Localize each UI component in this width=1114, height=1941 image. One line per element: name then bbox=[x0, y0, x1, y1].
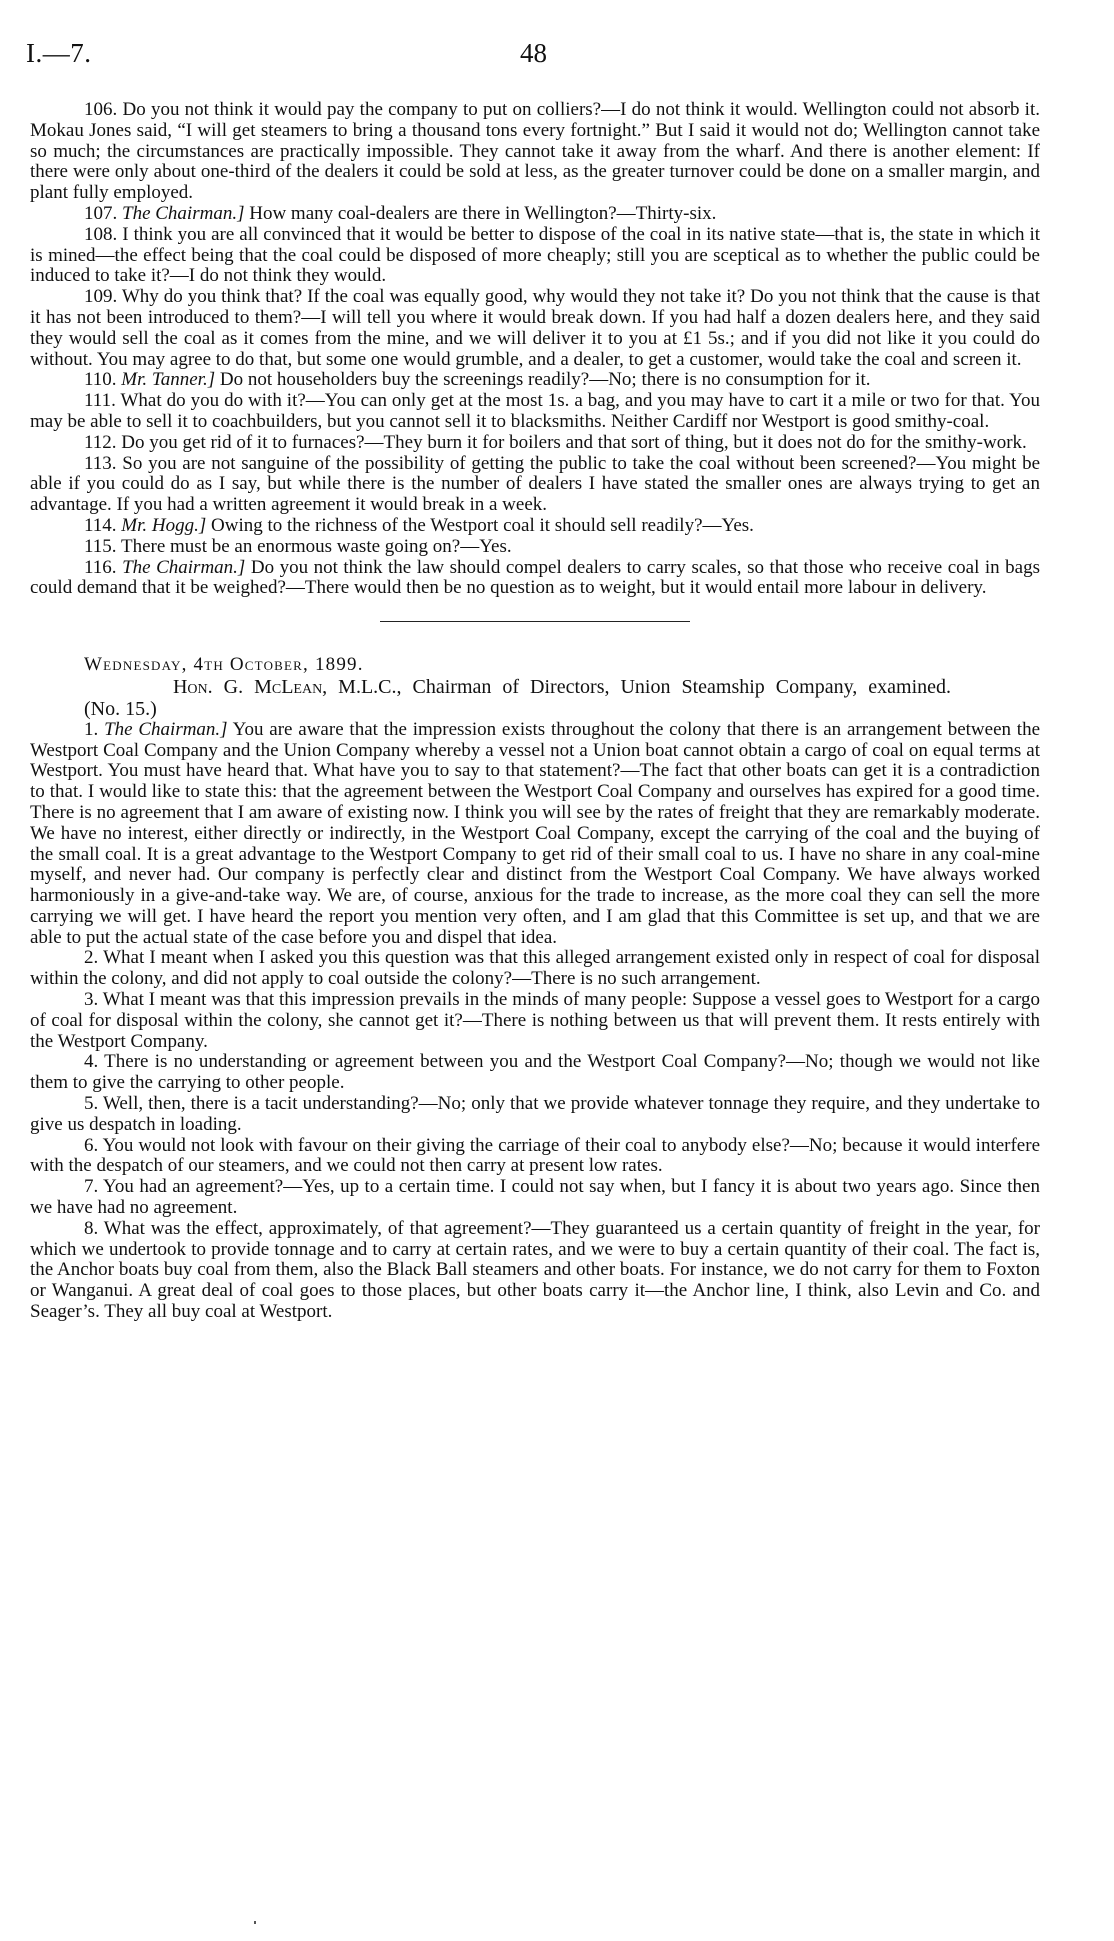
question-paragraph bbox=[30, 225, 1040, 287]
question-number: 4. bbox=[84, 1051, 99, 1073]
question-paragraph bbox=[30, 516, 1040, 537]
question-number: 2. bbox=[84, 947, 99, 969]
question-text: There is no understanding or agreement between you and the Westport Coal Company?—No; though we would not like them to give the carrying to other people. bbox=[30, 1051, 1040, 1094]
question-number: 107. bbox=[84, 202, 118, 224]
question-text: Well, then, there is a tacit understanding?—No; only that we provide whatever tonnage they require, and they undertake to give us despatch in loading. bbox=[30, 1093, 1040, 1135]
question-text: Owing to the richness of the Westport coal it should sell readily?—Yes. bbox=[211, 514, 754, 536]
question-paragraph bbox=[30, 1052, 1040, 1094]
witness-name: Hon. G. McLean, M.L.C., bbox=[172, 675, 402, 698]
question-paragraph bbox=[30, 433, 1040, 454]
question-paragraph bbox=[30, 1094, 1040, 1136]
question-text: What do you do with it?—You can only get at the most 1s. a bag, and you may have to cart it a mile or two for that. You may be able to sell it to coachbuilders, but you cannot sell it to blacksmiths. Neither Cardiff nor Westport is good smithy-coal. bbox=[30, 390, 1040, 432]
question-paragraph bbox=[30, 558, 1040, 600]
question-text: What I meant was that this impression prevails in the minds of many people: Suppose a vessel goes to Westport for a cargo of coal for disposal within the colony, she cannot get it?—There is nothing between us that will prevent them. It rests entirely with the Westport Company. bbox=[30, 989, 1040, 1052]
witness-heading bbox=[30, 676, 1040, 699]
stray-mark bbox=[254, 1921, 256, 1924]
question-paragraph bbox=[30, 287, 1040, 370]
question-text: I think you are all convinced that it would be better to dispose of the coal in its native state—that is, the state in which it is mined—the effect being that the coal could be disposed of more cheaply; still you are sceptical as to whether the public could be induced to take it?—I do not think they would. bbox=[30, 223, 1041, 287]
page-number: 48 bbox=[520, 38, 547, 68]
question-paragraph bbox=[30, 720, 1040, 949]
question-text: You had an agreement?—Yes, up to a certain time. I could not say when, but I fancy it is about two years ago. Since then we have had no agreement. bbox=[30, 1176, 1040, 1219]
question-number: 3. bbox=[84, 989, 99, 1011]
question-number: 109. bbox=[84, 286, 118, 308]
question-number: 115. bbox=[84, 535, 117, 557]
document-body bbox=[30, 100, 1040, 1323]
question-paragraph bbox=[30, 370, 1040, 391]
question-text: Do you not think it would pay the company to put on colliers?—I do not think it would. Wellington could not absorb it. Mokau Jones said, “I will get steamers to bring a thousand tons every fortnight.” But I said it would not do; Wellington cannot take so much; the circumstances are practically impossible. They cannot take it away from the wharf. And there is another element: If there were only about one-third of the dealers it could be sold at less, as the greater turnover could be done on a smaller margin, and plant fully employed. bbox=[30, 99, 1040, 204]
question-text: Do you get rid of it to furnaces?—They burn it for boilers and that sort of thing, but it does not do for the smithy-work. bbox=[121, 431, 1027, 453]
question-number: 7. bbox=[84, 1176, 99, 1198]
speaker-label: The Chairman.] bbox=[122, 556, 246, 578]
question-text: Do not householders buy the screenings readily?—No; there is no consumption for it. bbox=[219, 369, 871, 391]
speaker-label: Mr. Tanner.] bbox=[121, 369, 216, 391]
question-text: What was the effect, approximately, of that agreement?—They guaranteed us a certain quantity of freight in the year, for which we undertook to provide tonnage and to carry at certain rates, and we were to buy a certain quantity of their coal. The fact is, the Anchor boats buy coal from them, also the Black Ball steamers and other boats. For instance, we do not carry for them to Foxton or Wanganui. A great deal of coal goes to those places, but other boats carry it—the Anchor line, I think, also Levin and Co. and Seager’s. They all buy coal at Westport. bbox=[30, 1217, 1040, 1323]
speaker-label: The Chairman.] bbox=[122, 202, 245, 224]
question-text: So you are not sanguine of the possibility of getting the public to take the coal without been screened?—You might be able if you could do as I say, but while there is the number of dealers I have stated the smaller ones are always trying to get an advantage. If you had a written agreement it would break in a week. bbox=[30, 452, 1041, 516]
question-number: 110. bbox=[84, 369, 117, 391]
question-number: 112. bbox=[84, 431, 117, 453]
page-header bbox=[0, 0, 1114, 80]
question-paragraph bbox=[30, 1136, 1040, 1178]
question-paragraph bbox=[30, 537, 1040, 558]
question-paragraph bbox=[30, 1177, 1040, 1219]
question-paragraph bbox=[30, 204, 1040, 225]
question-text: Do you not think the law should compel dealers to carry scales, so that those who receive coal in bags could demand that it be weighed?—There would then be no question as to weight, but it would entail more labour in delivery. bbox=[30, 556, 1041, 599]
question-paragraph bbox=[30, 391, 1040, 433]
evidence-section-2 bbox=[30, 720, 1040, 1323]
question-paragraph bbox=[30, 100, 1040, 204]
question-number: 116. bbox=[84, 556, 117, 578]
sitting-date: Wednesday, 4th October, 1899. bbox=[84, 654, 364, 676]
question-text: Why do you think that? If the coal was equally good, why would they not take it? Do you not think that the cause is that it has not been introduced to them?—I will tell you where it would break down. If you had half a dozen dealers here, and they said they would sell the coal as it comes from the mine, and we will deliver it to you at £1 5s.; and if you did not like it you could do without. You may agree to do that, but some one would grumble, and a dealer, to get a customer, would take the coal and screen it. bbox=[30, 286, 1040, 370]
question-number: 6. bbox=[84, 1134, 99, 1156]
witness-number: (No. 15.) bbox=[84, 697, 157, 720]
section-divider bbox=[380, 621, 690, 622]
witness-role: Chairman of Directors, Union Steamship Company, examined. bbox=[412, 675, 952, 698]
question-paragraph bbox=[30, 990, 1040, 1052]
question-number: 8. bbox=[84, 1217, 99, 1239]
question-paragraph bbox=[30, 454, 1040, 516]
question-number: 1. bbox=[84, 718, 99, 740]
speaker-label: Mr. Hogg.] bbox=[121, 514, 207, 536]
question-number: 106. bbox=[84, 99, 118, 120]
question-number: 5. bbox=[84, 1093, 99, 1115]
question-text: You are aware that the impression exists throughout the colony that there is an arrangement between the Westport Coal Company and the Union Company whereby a vessel not a Union boat cannot obtain a cargo of coal on equal terms at Westport. You must have heard that. What have you to say to that statement?—The fact that other boats can get it is a contradiction to that. I would like to state this: that the agreement between the Westport Coal Company and ourselves has expired for a good time. There is no agreement that I am aware of existing now. I think you will see by the rates of freight that they are remarkably moderate. We have no interest, either directly or indirectly, in the Westport Coal Company, except the carrying of the coal and the buying of the small coal. It is a great advantage to the Westport Company to get rid of their small coal to us. I have no share in any coal-mine myself, and never had. Our company is perfectly clear and distinct from the Westport Coal Company. We have always worked harmoniously in a give-and-take way. We are, of course, anxious for the trade to increase, as the more coal they can sell the more carrying we will get. I have heard the report you mention very often, and I am glad that this Committee is set up, and that we are able to put the actual state of the case before you and dispel that idea. bbox=[30, 718, 1041, 948]
question-paragraph bbox=[30, 1219, 1040, 1323]
evidence-section-1 bbox=[30, 100, 1040, 599]
document-reference: I.—7. bbox=[26, 38, 92, 68]
question-paragraph bbox=[30, 948, 1040, 990]
question-number: 114. bbox=[84, 514, 117, 536]
question-text: How many coal-dealers are there in Wellington?—Thirty-six. bbox=[249, 202, 717, 224]
question-number: 111. bbox=[84, 390, 116, 412]
question-text: You would not look with favour on their giving the carriage of their coal to anybody else?—No; because it would interfere with the despatch of our steamers, and we could not then carry at present low rates. bbox=[30, 1134, 1041, 1177]
speaker-label: The Chairman.] bbox=[104, 718, 228, 740]
question-text: What I meant when I asked you this question was that this alleged arrangement existed only in respect of coal for disposal within the colony, and did not apply to coal outside the colony?—There is no such arrangement. bbox=[30, 947, 1040, 990]
question-number: 113. bbox=[84, 452, 117, 474]
question-text: There must be an enormous waste going on?—Yes. bbox=[120, 535, 512, 557]
question-number: 108. bbox=[84, 223, 118, 245]
